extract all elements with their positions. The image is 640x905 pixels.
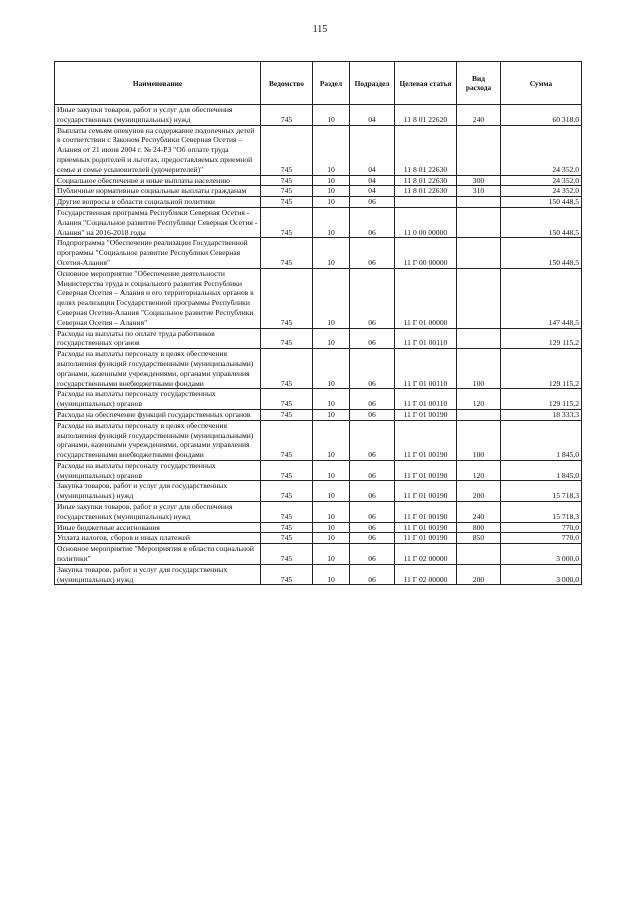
table-row (55, 105, 582, 126)
row-target-article: 11 Г 01 00190 (395, 522, 457, 533)
row-subsection: 06 (350, 460, 395, 481)
row-subsection: 06 (350, 481, 395, 502)
row-expense-type (457, 409, 501, 420)
table-row (55, 268, 582, 328)
row-department: 745 (261, 544, 313, 565)
header-subsection: Подраздел (350, 62, 395, 105)
row-subsection: 06 (350, 197, 395, 208)
row-target-article: 11 Г 01 00110 (395, 328, 457, 349)
row-department: 745 (261, 186, 313, 197)
row-sum: 24 352,0 (501, 125, 582, 175)
row-expense-type (457, 544, 501, 565)
row-department: 745 (261, 533, 313, 544)
row-target-article: 11 Г 01 00190 (395, 502, 457, 523)
row-section: 10 (313, 481, 350, 502)
row-subsection: 04 (350, 175, 395, 186)
table-row (55, 207, 582, 237)
row-name: Подпрограмма "Обеспечение реализации Государственной программы "Социальное развитие Республики Северная Осетия-Алания" (55, 238, 261, 268)
row-department: 745 (261, 268, 313, 328)
row-section: 10 (313, 502, 350, 523)
row-expense-type: 100 (457, 420, 501, 460)
row-department: 745 (261, 420, 313, 460)
row-target-article: 11 Г 01 00190 (395, 420, 457, 460)
row-section: 10 (313, 105, 350, 126)
row-sum: 770,0 (501, 533, 582, 544)
row-target-article: 11 Г 02 00000 (395, 564, 457, 585)
row-target-article (395, 197, 457, 208)
row-section: 10 (313, 389, 350, 410)
row-target-article: 11 8 01 22630 (395, 175, 457, 186)
row-expense-type: 120 (457, 460, 501, 481)
header-sum: Сумма (501, 62, 582, 105)
table-row (55, 349, 582, 389)
table-row (55, 197, 582, 208)
row-section: 10 (313, 460, 350, 481)
table-row (55, 544, 582, 565)
row-department: 745 (261, 389, 313, 410)
row-name: Иные закупки товаров, работ и услуг для обеспечения государственных (муниципальных) нужд (55, 105, 261, 126)
budget-table-body (55, 105, 582, 585)
row-name: Публичные нормативные социальные выплаты гражданам (55, 186, 261, 197)
row-expense-type: 240 (457, 502, 501, 523)
row-expense-type (457, 238, 501, 268)
row-target-article: 11 Г 01 00110 (395, 389, 457, 410)
row-expense-type (457, 328, 501, 349)
row-sum: 15 718,3 (501, 481, 582, 502)
table-row (55, 533, 582, 544)
row-section: 10 (313, 328, 350, 349)
row-expense-type: 240 (457, 105, 501, 126)
row-sum: 24 352,0 (501, 175, 582, 186)
row-expense-type: 200 (457, 564, 501, 585)
row-sum: 129 115,2 (501, 389, 582, 410)
row-target-article: 11 Г 01 00190 (395, 460, 457, 481)
row-target-article: 11 Г 02 00000 (395, 544, 457, 565)
row-subsection: 06 (350, 409, 395, 420)
table-row (55, 564, 582, 585)
row-sum: 1 845,0 (501, 420, 582, 460)
row-target-article: 11 Г 01 00190 (395, 409, 457, 420)
row-subsection: 06 (350, 564, 395, 585)
table-header-row (55, 62, 582, 105)
row-target-article: 11 8 01 22630 (395, 125, 457, 175)
row-target-article: 11 Г 01 00190 (395, 533, 457, 544)
row-expense-type: 300 (457, 175, 501, 186)
row-department: 745 (261, 564, 313, 585)
row-name: Закупка товаров, работ и услуг для государственных (муниципальных) нужд (55, 564, 261, 585)
table-row (55, 420, 582, 460)
row-sum: 150 448,5 (501, 238, 582, 268)
row-sum: 18 333,3 (501, 409, 582, 420)
table-row (55, 522, 582, 533)
row-section: 10 (313, 197, 350, 208)
row-sum: 60 318,0 (501, 105, 582, 126)
row-department: 745 (261, 328, 313, 349)
row-expense-type: 120 (457, 389, 501, 410)
row-expense-type: 310 (457, 186, 501, 197)
row-sum: 1 845,0 (501, 460, 582, 481)
row-name: Выплаты семьям опекунов на содержание подопечных детей в соответствии с Законом Республики Северная Осетия – Алания от 21 июня 2004 г. № 24-РЗ "Об оплате труда приемных родителей и льготах, предоставляемых приемной семье и семье усыновителей (удочерителей)" (55, 125, 261, 175)
row-section: 10 (313, 238, 350, 268)
row-section: 10 (313, 544, 350, 565)
row-target-article: 11 Г 01 00000 (395, 268, 457, 328)
header-expense-type: Вид расхода (457, 62, 501, 105)
row-sum: 150 448,5 (501, 197, 582, 208)
table-row (55, 460, 582, 481)
row-subsection: 06 (350, 349, 395, 389)
header-name: Наименование (55, 62, 261, 105)
row-expense-type: 200 (457, 481, 501, 502)
row-sum: 3 000,0 (501, 544, 582, 565)
table-row (55, 238, 582, 268)
row-section: 10 (313, 409, 350, 420)
row-name: Расходы на выплаты по оплате труда работников государственных органов (55, 328, 261, 349)
table-row (55, 481, 582, 502)
row-expense-type: 850 (457, 533, 501, 544)
row-section: 10 (313, 349, 350, 389)
row-sum: 3 000,0 (501, 564, 582, 585)
row-target-article: 11 8 01 22630 (395, 186, 457, 197)
row-name: Расходы на обеспечение функций государственных органов (55, 409, 261, 420)
row-subsection: 06 (350, 533, 395, 544)
row-section: 10 (313, 268, 350, 328)
row-name: Закупка товаров, работ и услуг для государственных (муниципальных) нужд (55, 481, 261, 502)
row-name: Расходы на выплаты персоналу в целях обеспечения выполнения функций государственными (муниципальными) органами, казенными учреждениями, органами управления государственными внебюджетными фондами (55, 349, 261, 389)
row-sum: 129 115,2 (501, 349, 582, 389)
row-department: 745 (261, 105, 313, 126)
row-target-article: 11 0 00 00000 (395, 207, 457, 237)
row-subsection: 06 (350, 522, 395, 533)
row-sum: 147 448,5 (501, 268, 582, 328)
row-section: 10 (313, 564, 350, 585)
row-sum: 770,0 (501, 522, 582, 533)
row-name: Государственная программа Республики Северная Осетия - Алания "Социальное развитие Республики Северная Осетия - Алания" на 2016-2018 годы (55, 207, 261, 237)
row-subsection: 06 (350, 238, 395, 268)
row-department: 745 (261, 502, 313, 523)
row-sum: 15 718,3 (501, 502, 582, 523)
header-section: Раздел (313, 62, 350, 105)
row-name: Иные бюджетные ассигнования (55, 522, 261, 533)
row-department: 745 (261, 481, 313, 502)
row-sum: 129 115,2 (501, 328, 582, 349)
row-subsection: 04 (350, 186, 395, 197)
row-target-article: 11 8 01 22620 (395, 105, 457, 126)
row-expense-type: 100 (457, 349, 501, 389)
row-name: Расходы на выплаты персоналу государственных (муниципальных) органов (55, 389, 261, 410)
row-subsection: 06 (350, 389, 395, 410)
row-target-article: 11 Г 00 00000 (395, 238, 457, 268)
budget-table (54, 61, 582, 585)
row-section: 10 (313, 175, 350, 186)
table-row (55, 409, 582, 420)
row-expense-type (457, 197, 501, 208)
row-name: Другие вопросы в области социальной политики (55, 197, 261, 208)
table-row (55, 186, 582, 197)
row-subsection: 06 (350, 207, 395, 237)
row-department: 745 (261, 409, 313, 420)
row-section: 10 (313, 522, 350, 533)
row-name: Социальное обеспечение и иные выплаты населению (55, 175, 261, 186)
table-row (55, 502, 582, 523)
row-subsection: 06 (350, 268, 395, 328)
row-section: 10 (313, 186, 350, 197)
row-expense-type (457, 268, 501, 328)
table-row (55, 125, 582, 175)
row-section: 10 (313, 420, 350, 460)
page-number: 115 (312, 24, 328, 35)
row-name: Иные закупки товаров, работ и услуг для обеспечения государственных (муниципальных) нужд (55, 502, 261, 523)
row-expense-type: 800 (457, 522, 501, 533)
row-name: Уплата налогов, сборов и иных платежей (55, 533, 261, 544)
row-section: 10 (313, 533, 350, 544)
row-name: Расходы на выплаты персоналу государственных (муниципальных) органов (55, 460, 261, 481)
row-sum: 24 352,0 (501, 186, 582, 197)
row-expense-type (457, 125, 501, 175)
row-department: 745 (261, 238, 313, 268)
row-subsection: 06 (350, 544, 395, 565)
row-expense-type (457, 207, 501, 237)
row-department: 745 (261, 349, 313, 389)
row-name: Основное мероприятие "Мероприятия в области социальной политики" (55, 544, 261, 565)
row-subsection: 06 (350, 328, 395, 349)
row-sum: 150 448,5 (501, 207, 582, 237)
row-subsection: 06 (350, 420, 395, 460)
table-row (55, 175, 582, 186)
row-subsection: 06 (350, 502, 395, 523)
row-department: 745 (261, 197, 313, 208)
row-department: 745 (261, 207, 313, 237)
row-name: Расходы на выплаты персоналу в целях обеспечения выполнения функций государственными (муниципальными) органами, казенными учреждениями, органами управления государственными внебюджетными фондами (55, 420, 261, 460)
header-department: Ведомство (261, 62, 313, 105)
table-row (55, 389, 582, 410)
row-name: Основное мероприятие "Обеспечение деятельности Министерства труда и социального развития Республики Северная Осетия – Алания и его территориальных органов в целях реализации Государственной программы Республики Северная Осетия-Алания "Социальное развитие Республики Северная Осетия – Алания" (55, 268, 261, 328)
header-target-article: Целевая статья (395, 62, 457, 105)
row-department: 745 (261, 175, 313, 186)
row-subsection: 04 (350, 105, 395, 126)
row-department: 745 (261, 125, 313, 175)
table-row (55, 328, 582, 349)
row-section: 10 (313, 125, 350, 175)
row-target-article: 11 Г 01 00110 (395, 349, 457, 389)
row-department: 745 (261, 460, 313, 481)
row-section: 10 (313, 207, 350, 237)
row-department: 745 (261, 522, 313, 533)
row-target-article: 11 Г 01 00190 (395, 481, 457, 502)
row-subsection: 04 (350, 125, 395, 175)
